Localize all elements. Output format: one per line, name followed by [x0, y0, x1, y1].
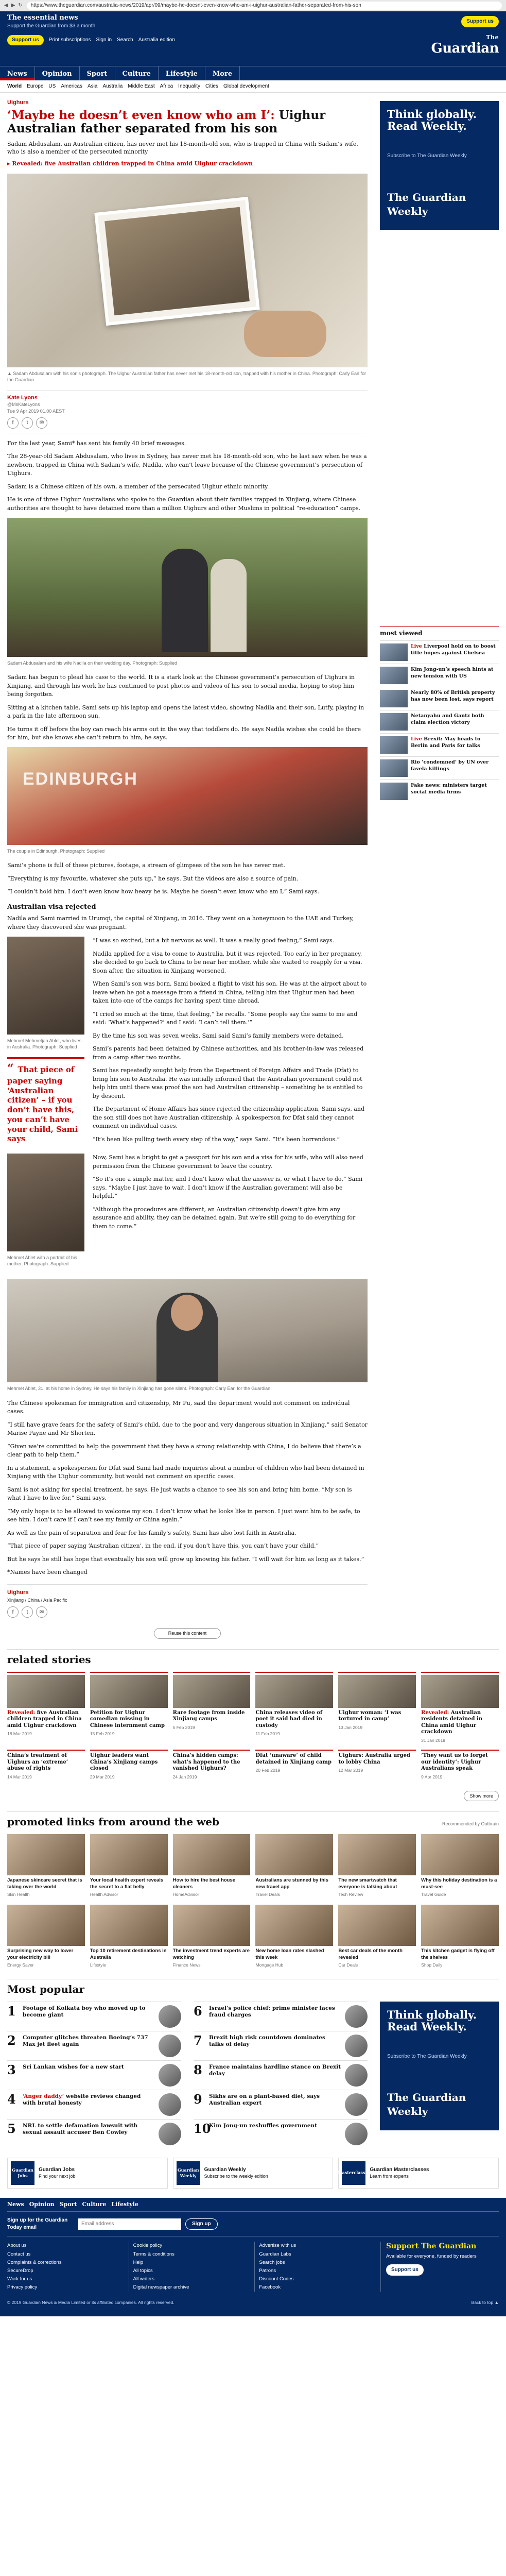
footer-col-1	[7, 2242, 118, 2292]
related-grid-small	[7, 1750, 499, 1786]
most-popular	[7, 1979, 499, 2148]
story-image	[90, 1675, 168, 1708]
promo-card[interactable]: How to hire the best house cleaners HomeAdvisor	[173, 1834, 251, 1897]
promo-card[interactable]: Best car deals of the month revealed Car Deals	[338, 1905, 416, 1968]
paragraph: “I still have grave fears for the safety of Sami’s child, due to the poor and very dangerous situation in Xinjiang,” said Senator Marise Payne and Mr Shorten.	[7, 1421, 368, 1436]
footer-pillars	[7, 2198, 499, 2212]
promo-image	[255, 1834, 333, 1875]
face-shape	[171, 1295, 203, 1331]
hand-shape	[244, 311, 326, 357]
tag-title[interactable]: Uighurs	[7, 1589, 29, 1596]
promoted-links	[7, 1811, 499, 1968]
support-title: Support The Guardian	[386, 2242, 477, 2251]
promo-card[interactable]: Why this holiday destination is a must-see Travel Guide	[421, 1834, 499, 1897]
author-handle[interactable]: @MsKateLyons	[7, 402, 40, 408]
site-footer	[0, 2198, 506, 2316]
paragraph: “That piece of paper saying ‘Australian citizen’, in the end, if you don’t have this, you can’t have your child.”	[7, 1543, 319, 1549]
promo-card[interactable]: The investment trend experts are watching Finance News	[173, 1905, 251, 1968]
bottom-card-jobs[interactable]: Guardian Jobs Guardian Jobs Find your next job	[7, 2158, 168, 2189]
bottom-cards	[7, 2158, 499, 2189]
facebook-icon[interactable]: f	[7, 1606, 19, 1618]
article	[7, 93, 368, 1639]
footer-link[interactable]: About us	[7, 2243, 27, 2249]
most-popular-title: Most popular	[7, 1982, 84, 1995]
footer-link[interactable]: SecureDrop	[7, 2267, 33, 2274]
popular-item[interactable]: 4 ‘Anger daddy’ website reviews changed with brutal honesty	[7, 2090, 181, 2119]
promo-card[interactable]: The new smartwatch that everyone is talking about Tech Review	[338, 1834, 416, 1897]
sidebar-media	[7, 937, 84, 1148]
sidebar-photo2-caption: Mehmet Ablet with a portrait of his mother. Photograph: Supplied	[7, 1255, 77, 1267]
article-headline: ‘Maybe he doesn’t even know who am I’: Uighur Australian father separated from his son	[7, 108, 326, 136]
story-card[interactable]: Rare footage from inside Xinjiang camps 5 Feb 2019	[173, 1672, 251, 1743]
thumbnail	[159, 2093, 181, 2116]
standfirst: Sadam Abdusalam, an Australian citizen, has never met his 18-month-old son, who is trapped in China with Sadam’s wife, who is also a member of the persecuted minority	[7, 140, 358, 156]
paragraph: “I cried so much at the time, that feeling,” he recalls. “Some people say the same to me and said: ‘What’s happened?’ and I said: ‘I can’t tell them.’”	[93, 1010, 358, 1026]
promo-image	[338, 1834, 416, 1875]
paragraph: As well as the pain of separation and fear for his family’s safety, Sami has also lost faith in Australia.	[7, 1529, 296, 1536]
support-sub: Available for everyone, funded by readers	[386, 2253, 477, 2260]
promo-image	[173, 1834, 251, 1875]
footer-col-3	[254, 2242, 370, 2292]
footer-pillar[interactable]: Lifestyle	[111, 2200, 138, 2208]
footer-pillar[interactable]: Opinion	[29, 2200, 55, 2208]
footer-link[interactable]: Facebook	[259, 2284, 281, 2291]
signup-button[interactable]: Sign up	[185, 2218, 218, 2230]
reload-icon[interactable]: ↻	[18, 2, 23, 8]
most-viewed-item[interactable]: Fake news: ministers target social media firms	[380, 779, 499, 803]
sidebar-photo	[7, 937, 84, 1035]
masterclasses-logo: Masterclasses	[342, 2161, 365, 2185]
subnav-item[interactable]: Cities	[205, 83, 218, 89]
subnav-item[interactable]: Americas	[61, 83, 82, 89]
sub-nav	[0, 80, 506, 93]
thumbnail	[159, 2123, 181, 2145]
promo-image	[90, 1905, 168, 1946]
reuse-button[interactable]: Reuse this content	[154, 1628, 221, 1638]
footer-link[interactable]: Search jobs	[259, 2259, 285, 2265]
portrait-caption: Mehmet Ablet, 31, at his home in Sydney. He says his family in Xinjiang has gone silent. Photograph: Carly Earl for the Guardian	[7, 1386, 271, 1392]
paragraph: *Names have been changed	[7, 1569, 88, 1575]
thumbnail	[380, 783, 408, 800]
paragraph: In a statement, a spokesperson for Dfat said Sami had made inquiries about a number of children who had been detained in Xinjiang with the Uighur community, but would not comment on specific cases.	[7, 1464, 364, 1480]
browser-nav	[4, 2, 23, 9]
subnav-item[interactable]: US	[48, 83, 56, 89]
support-us-button[interactable]: Support us	[7, 35, 44, 45]
story-card[interactable]: Petition for Uighur comedian missing in Chinese internment camp 15 Feb 2019	[90, 1672, 168, 1743]
email-signup	[7, 2212, 499, 2236]
subnav-item[interactable]: Middle East	[128, 83, 155, 89]
twitter-icon[interactable]: t	[22, 1606, 33, 1618]
paragraph: “So it’s one a simple matter, and I don’t know what the answer is, or what I have to do,” Sami says. “Maybe I just have to wait. I don’t know if the Australian government will also be helpful.”	[93, 1176, 363, 1200]
footer-support-button[interactable]: Support us	[386, 2264, 424, 2276]
promo-card[interactable]: Your local health expert reveals the secret to a flat belly Health Advisor	[90, 1834, 168, 1897]
facebook-icon[interactable]: f	[7, 417, 19, 429]
paragraph: Sadam has begun to plead his case to the world. It is a stark look at the Chinese government’s persecution of Uighurs in Xinjiang, and through his work he has continued to post photos and videos of his son to social media, hoping to stop him being forgotten.	[7, 674, 355, 698]
subnav-current[interactable]: World	[7, 83, 22, 89]
subnav-item[interactable]: Africa	[160, 83, 173, 89]
paragraph: For the last year, Sami* has sent his family 40 brief messages.	[7, 439, 186, 447]
subnav-item[interactable]: Inequality	[178, 83, 200, 89]
thumbnail	[380, 713, 408, 731]
back-icon[interactable]: ◀	[4, 2, 8, 8]
promo-grid	[7, 1834, 499, 1897]
promo-card[interactable]: Japanese skincare secret that is taking over the world Skin Health	[7, 1834, 85, 1897]
ad-logo: The Guardian Weekly	[387, 191, 466, 217]
story-image	[173, 1675, 251, 1708]
story-image	[7, 1675, 85, 1708]
paragraph: Nadila applied for a visa to come to Australia, but it was rejected. Too early in her pregnancy, she decided to go back to China to be near her mother, while she waited to reapply for a visa. Soon after, the situation in Xinjiang worsened.	[93, 950, 362, 974]
subnav-item[interactable]: Australia	[102, 83, 123, 89]
most-viewed	[380, 626, 499, 803]
thumbnail	[345, 2093, 368, 2116]
promo-image	[255, 1905, 333, 1946]
related-link[interactable]: ▸ Revealed: five Australian children trapped in China amid Uighur crackdown	[7, 160, 253, 167]
email-field[interactable]	[78, 2218, 181, 2230]
weekly-ad-2[interactable]	[380, 2002, 499, 2130]
footer-link[interactable]: Help	[133, 2259, 144, 2265]
outbrain-credit[interactable]: Recommended by Outbrain	[442, 1821, 499, 1827]
ad-sub: Subscribe to The Guardian Weekly	[387, 153, 467, 159]
weekly-logo: Guardian Weekly	[177, 2161, 200, 2185]
twitter-icon[interactable]: t	[22, 417, 33, 429]
pillar-opinion[interactable]: Opinion	[35, 66, 80, 80]
promo-image	[338, 1905, 416, 1946]
weekly-ad[interactable]	[380, 101, 499, 230]
most-viewed-item[interactable]: Live Brexit: May heads to Berlin and Paris for talks	[380, 733, 499, 756]
paragraph: Now, Sami has a bright to get a passport for his son and a visa for his wife, who will also need permission from the Chinese government to leave the country.	[93, 1154, 363, 1170]
ad-sub: Subscribe to The Guardian Weekly	[387, 2053, 467, 2059]
most-popular-list	[7, 2002, 368, 2148]
popular-item[interactable]: 9 Sikhs are on a plant-based diet, says Australian expert	[194, 2090, 368, 2119]
right-column	[380, 93, 499, 1639]
footer-link[interactable]: Patrons	[259, 2267, 276, 2274]
story-card[interactable]: China releases video of poet it said had died in custody 11 Feb 2019	[255, 1672, 333, 1743]
paragraph: “Given we’re committed to help the government that they have a strong relationship with China, I do believe that there’s a clear path to help them.”	[7, 1443, 361, 1458]
popular-item[interactable]: 2 Computer glitches threaten Boeing’s 737 Max jet fleet again	[7, 2031, 181, 2060]
most-viewed-item[interactable]: Netanyahu and Gantz both claim election victory	[380, 710, 499, 733]
ad-headline: Think globally. Read Weekly.	[387, 108, 477, 133]
edinburgh-photo	[7, 747, 368, 845]
paragraph: But he says he still has hope that eventually his son will grow up knowing his father. “I will wait for him as long as it takes.”	[7, 1555, 364, 1563]
footer-pillar[interactable]: Culture	[82, 2200, 107, 2208]
paragraph: “I couldn’t hold him. I don’t even know how heavy he is. Maybe he doesn’t even know who am I,” Sami says.	[7, 888, 319, 895]
inline-photo	[7, 518, 368, 657]
thumbnail	[380, 643, 408, 661]
footer-link[interactable]: Privacy policy	[7, 2284, 38, 2291]
paragraph: Sami has repeatedly sought help from the Department of Foreign Affairs and Trade (Dfat) to bring his son to Australia. He was initially informed that the Australian government could not help him until there was proof the son had Australian citizenship – something he is entitled to by descent.	[93, 1067, 363, 1099]
footer-link[interactable]: All writers	[133, 2276, 154, 2282]
person-shape	[162, 549, 208, 652]
story-card[interactable]: Uighur leaders want China’s Xinjiang camps closed 29 Mar 2019	[90, 1750, 168, 1786]
hero-caption: ▲ Sadam Abdusalam with his son’s photograph. The Uighur Australian father has never met his 18-month-old son, trapped with his mother in China. Photograph: Carly Earl for the Guardian	[7, 371, 366, 383]
paragraph: “Everything is my favourite, whatever she puts up,” he says. But the videos are also a source of pain.	[7, 875, 299, 882]
hero-image	[7, 174, 368, 367]
guardian-logo[interactable]: The Guardian	[431, 34, 499, 56]
paragraph: Sitting at a kitchen table, Sami sets up his laptop and opens the latest video, showing Nadila and their son, Lutfy, playing in a park in the late afternoon sun.	[7, 704, 364, 720]
related-title: related stories	[7, 1653, 91, 1666]
promo-card[interactable]: This kitchen gadget is flying off the shelves Shop Daily	[421, 1905, 499, 1968]
email-icon[interactable]: ✉	[36, 417, 47, 429]
arrow-up-icon: ▲	[494, 2300, 499, 2306]
thumbnail	[159, 2005, 181, 2028]
copyright: © 2019 Guardian News & Media Limited or its affiliated companies. All rights reserved.	[7, 2300, 175, 2306]
paragraph: “It’s been like pulling teeth every step of the way,” says Sami. “It’s been horrendous.”	[93, 1136, 340, 1143]
bottom-share-row	[7, 1606, 368, 1622]
bottom-card-masterclasses[interactable]: Masterclasses Guardian Masterclasses Learn from experts	[338, 2158, 499, 2189]
most-viewed-item[interactable]: Nearly 80% of British property has now been lost, says report	[380, 687, 499, 710]
thumbnail	[159, 2064, 181, 2087]
jobs-logo: Guardian Jobs	[11, 2161, 34, 2185]
popular-item[interactable]: 6 Israel’s police chief: prime minister faces fraud charges	[194, 2002, 368, 2031]
promo-card[interactable]: Australians are stunned by this new travel app Travel Deals	[255, 1834, 333, 1897]
story-card[interactable]: Uighur woman: ‘I was tortured in camp’ 13 Jan 2019	[338, 1672, 416, 1743]
forward-icon[interactable]: ▶	[11, 2, 15, 8]
banner-support-button[interactable]: Support us	[461, 16, 499, 27]
pullquote: “ That piece of paper saying ‘Australian citizen’ – if you don’t have this, you can’t have your child, Sami says	[7, 1057, 84, 1144]
most-viewed-item[interactable]: Kim Jong-un’s speech hints at new tension with US	[380, 664, 499, 687]
back-to-top-link[interactable]: Back to top ▲	[471, 2300, 499, 2306]
thumbnail	[380, 667, 408, 684]
pillar-culture[interactable]: Culture	[115, 66, 159, 80]
thumbnail	[159, 2035, 181, 2057]
most-viewed-item[interactable]: Live Liverpool hold on to boost title hopes against Chelsea	[380, 640, 499, 664]
story-card[interactable]: China’s hidden camps: what’s happened to the vanished Uighurs? 24 Jan 2019	[173, 1750, 251, 1786]
thumbnail	[345, 2035, 368, 2057]
email-icon[interactable]: ✉	[36, 1606, 47, 1618]
paragraph: “My only hope is to be allowed to welcome my son. I don’t know what he looks like in person. I just want him to be safe, to see him. I don’t care if I can’t see my family or China again.”	[7, 1507, 360, 1523]
top-banner	[0, 11, 506, 32]
promo-card[interactable]: New home loan rates slashed this week Mortgage Hub	[255, 1905, 333, 1968]
camera-icon: ▲	[7, 371, 13, 377]
paragraph: Sadam is a Chinese citizen of his own, a member of the persecuted Uighur ethnic minority.	[7, 483, 269, 490]
most-viewed-title: most viewed	[380, 630, 423, 637]
footer-link[interactable]: Terms & conditions	[133, 2251, 175, 2257]
most-viewed-item[interactable]: Rio ‘condemned’ by UN over favela killings	[380, 756, 499, 779]
subnav-item[interactable]: Global development	[223, 83, 269, 89]
story-card[interactable]: Uighurs: Australia urged to lobby China 12 Mar 2019	[338, 1750, 416, 1786]
sidebar-photo-caption: Mehmet Mehmetjan Ablet, who lives in Australia. Photograph: Supplied	[7, 1038, 82, 1050]
util-link-signin[interactable]: Sign in	[96, 37, 112, 43]
popular-item[interactable]: 10 Kim Jong-un reshuffles government	[194, 2119, 368, 2148]
story-image	[255, 1675, 333, 1708]
story-card[interactable]: China’s treatment of Uighurs an ‘extreme’ abuse of rights 14 Mar 2019	[7, 1750, 85, 1786]
popular-item[interactable]: 8 France maintains hardline stance on Brexit delay	[194, 2060, 368, 2090]
tag-list[interactable]: Xinjiang / China / Asia Pacific	[7, 1598, 67, 1603]
footer-col-2	[129, 2242, 245, 2292]
promo-image	[173, 1905, 251, 1946]
byline	[7, 391, 368, 414]
footer-support	[380, 2242, 499, 2292]
footer-link[interactable]: Advertise with us	[259, 2243, 296, 2249]
banner-title: The essential news	[7, 14, 78, 22]
related-grid	[7, 1672, 499, 1743]
person-shape	[211, 559, 247, 652]
story-card[interactable]: ‘They want us to forget our identity’: Uighur Australians speak 9 Apr 2019	[421, 1750, 499, 1786]
banner-subtitle: Support the Guardian from $3 a month	[7, 23, 96, 29]
ed-photo-caption: The couple in Edinburgh. Photograph: Supplied	[7, 848, 105, 854]
portrait-photo	[7, 1279, 368, 1382]
story-card[interactable]: Revealed: five Australian children trapped in China amid Uighur crackdown 18 Mar 2019	[7, 1672, 85, 1743]
popular-item[interactable]: 3 Sri Lankan wishes for a new start	[7, 2060, 181, 2090]
related-stories	[7, 1649, 499, 1802]
footer-link[interactable]: Complaints & corrections	[7, 2259, 62, 2265]
inline-caption: Sadam Abdusalam and his wife Nadila on their wedding day. Photograph: Supplied	[7, 660, 178, 666]
promo-card[interactable]: Surprising new way to lower your electricity bill Energy Saver	[7, 1905, 85, 1968]
article-body	[7, 439, 368, 1577]
ad-headline: Think globally. Read Weekly.	[387, 2008, 477, 2033]
subhead: Australian visa rejected	[7, 903, 96, 911]
popular-item[interactable]: 1 Footage of Kolkata boy who moved up to become giant	[7, 2002, 181, 2031]
story-image	[421, 1675, 499, 1708]
footer-link[interactable]: Discount Codes	[259, 2276, 294, 2282]
address-bar[interactable]: https://www.theguardian.com/australia-news/2019/apr/09/maybe-he-doesnt-even-know-who-am-i-uighur-australian-father-separated-from-his-son	[27, 2, 502, 10]
pillar-news[interactable]: News	[0, 66, 35, 80]
promo-image	[421, 1905, 499, 1946]
paragraph: The Chinese spokesman for immigration and citizenship, Mr Pu, said the department would not comment on individual cases.	[7, 1399, 350, 1415]
subnav-item[interactable]: Asia	[88, 83, 98, 89]
paragraph: When Sami’s son was born, Sami booked a flight to visit his son. He was at the airport about to leave when he got a message from a friend in China, telling him that Uighur men had been taken into one of the camps for having spent time abroad.	[93, 980, 367, 1005]
popular-item[interactable]: 7 Brexit high risk countdown dominates talks of delay	[194, 2031, 368, 2060]
paragraph: “Although the procedures are different, an Australian citizenship doesn’t give him any assurance and ability, they can be detained again. But we’re still going to do everything for them to come.”	[93, 1206, 356, 1230]
util-link-search[interactable]: Search	[117, 37, 133, 43]
signup-label: Sign up for the Guardian Today email	[7, 2217, 68, 2230]
sidebar-media-2	[7, 1154, 84, 1274]
paragraph: Sami’s parents had been detained by Chinese authorities, and his brother-in-law was released from a camp after two months.	[93, 1045, 364, 1061]
thumbnail	[345, 2005, 368, 2028]
pillar-lifestyle[interactable]: Lifestyle	[159, 66, 205, 80]
photo-sign-text: EDINBURGH	[23, 769, 138, 789]
thumbnail	[345, 2064, 368, 2087]
share-row	[7, 417, 368, 433]
pillar-sport[interactable]: Sport	[80, 66, 115, 80]
publish-date: Tue 9 Apr 2019 01.00 AEST	[7, 408, 65, 414]
footer-link[interactable]: Guardian Labs	[259, 2251, 291, 2257]
paragraph: “I was so excited, but a bit nervous as well. It was a really good feeling,” Sami says.	[93, 937, 335, 944]
thumbnail	[380, 690, 408, 707]
photo-card	[94, 197, 259, 326]
paragraph: Nadila and Sami married in Urumqi, the capital of Xinjiang, in 2016. They went on a honeymoon to the UAE and Turkey, where they discovered she was pregnant.	[7, 915, 354, 930]
promo-image	[7, 1834, 85, 1875]
promoted-title: promoted links from around the web	[7, 1816, 219, 1828]
article-tags	[7, 1584, 368, 1639]
promo-image	[90, 1834, 168, 1875]
ad-logo: The Guardian Weekly	[387, 2091, 466, 2118]
body-with-sidebar-2	[7, 1154, 368, 1274]
util-link-print[interactable]: Print subscriptions	[48, 37, 91, 43]
paragraph: Sami’s phone is full of these pictures, footage, a stream of glimpses of the son he has never met.	[7, 862, 285, 869]
pillar-more[interactable]: More	[205, 66, 240, 80]
chevron-right-icon: ▸	[7, 160, 12, 167]
subnav-item[interactable]: Europe	[27, 83, 44, 89]
site-header	[0, 32, 506, 66]
paragraph: The 28-year-old Sadam Abdusalam, who lives in Sydney, has never met his 18-month-old son, who he last saw when he was a newborn, trapped in China with Sadam’s wife, Nadila, who can’t leave because of the Chinese government’s persecution of Uighurs.	[7, 453, 367, 477]
story-card[interactable]: Dfat ‘unaware’ of child detained in Xinjiang camp 20 Feb 2019	[255, 1750, 333, 1786]
popular-item[interactable]: 5 NRL to settle defamation lawsuit with sexual assault accuser Ben Cowley	[7, 2119, 181, 2148]
article-kicker[interactable]: Uighurs	[7, 99, 29, 106]
thumbnail	[380, 736, 408, 754]
thumbnail	[380, 759, 408, 777]
footer-link[interactable]: Work for us	[7, 2276, 32, 2282]
util-link-edition[interactable]: Australia edition	[138, 37, 175, 43]
paragraph: The Department of Home Affairs has since rejected the citizenship application, Sami says, and the son still does not have Australian citizenship. A spokesperson for Dfat said they cannot comment on individual cases.	[93, 1106, 364, 1130]
show-more-button[interactable]: Show more	[464, 1791, 499, 1801]
promo-grid-2	[7, 1905, 499, 1968]
promo-card[interactable]: Top 10 retirement destinations in Australia Lifestyle	[90, 1905, 168, 1968]
footer-pillar[interactable]: Sport	[59, 2200, 77, 2208]
footer-link[interactable]: Digital newspaper archive	[133, 2284, 189, 2291]
browser-bar	[0, 0, 506, 11]
bottom-card-weekly[interactable]: Guardian Weekly Guardian Weekly Subscribe to the weekly edition	[173, 2158, 334, 2189]
promo-image	[7, 1905, 85, 1946]
paragraph: He is one of three Uighur Australians who spoke to the Guardian about their families trapped in Xinjiang, where Chinese authorities are thought to have detained more than a million Uighurs and other Muslims in political “re-education” camps.	[7, 496, 361, 512]
pillar-nav	[0, 66, 506, 80]
paragraph: Sami is not asking for special treatment, he says. He just wants a chance to see his son and bring him home. “My son is what I have to live for,” Sami says.	[7, 1486, 352, 1501]
paragraph: By the time his son was seven weeks, Sami said Sami’s family members were detained.	[93, 1032, 344, 1039]
footer-link[interactable]: Contact us	[7, 2251, 31, 2257]
footer-link[interactable]: All topics	[133, 2267, 153, 2274]
body-with-sidebar	[7, 937, 368, 1148]
footer-link[interactable]: Cookie policy	[133, 2243, 163, 2249]
footer-pillar[interactable]: News	[7, 2200, 24, 2208]
quote-icon: “	[7, 1062, 18, 1076]
sidebar-photo-2	[7, 1154, 84, 1251]
story-image	[338, 1675, 416, 1708]
promo-image	[421, 1834, 499, 1875]
paragraph: He turns it off before the boy can reach his arms out in the way that toddlers do. He says Nadila wishes she could be there for him, but she knows she can’t return to him, he says.	[7, 725, 361, 741]
story-card[interactable]: Revealed: Australian residents detained in China amid Uighur crackdown 31 Jan 2019	[421, 1672, 499, 1743]
author-name[interactable]: Kate Lyons	[7, 394, 38, 401]
thumbnail	[345, 2123, 368, 2145]
